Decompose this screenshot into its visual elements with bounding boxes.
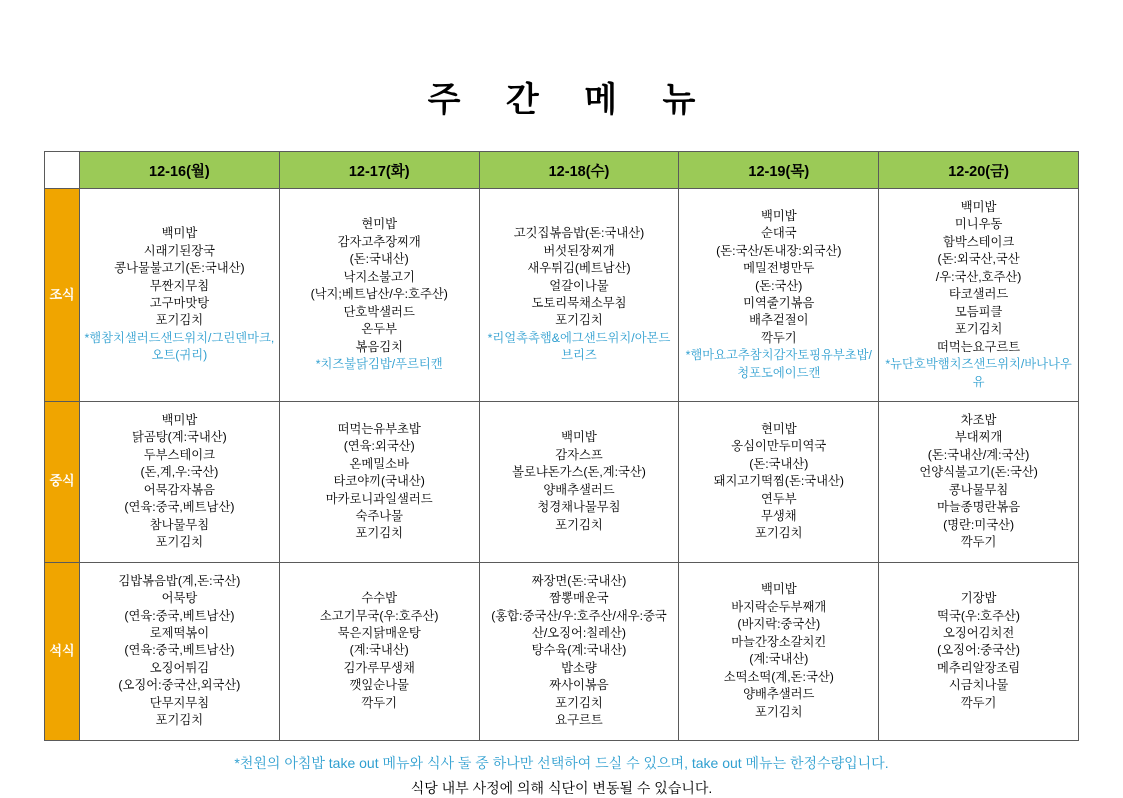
menu-takeout: *치즈불닭김밥/푸르티캔	[315, 357, 443, 372]
column-header-tue: 12-17(화)	[279, 152, 479, 189]
menu-cell-thu-dinner	[679, 562, 879, 740]
menu-cell-tue-lunch	[279, 401, 479, 562]
menu-takeout: *리얼촉촉햄&에그샌드위치/아몬드브리즈	[487, 330, 671, 363]
meal-label-text: 중식	[49, 473, 75, 489]
meal-label-lunch	[45, 401, 80, 562]
column-header-fri: 12-20(금)	[879, 152, 1079, 189]
menu-items: 백미밥 감자스프 볼로냐돈가스(돈,계:국산) 양배추샐러드 청경채나물무침 포기김치	[512, 430, 646, 532]
footer-note-change: 식당 내부 사정에 의해 식단이 변동될 수 있습니다.	[410, 779, 713, 796]
meal-label-dinner	[45, 562, 80, 740]
menu-cell-thu-lunch	[679, 401, 879, 562]
menu-items: 백미밥 닭곰탕(계:국내산) 두부스테이크 (돈,계,우:국산) 어묵감자볶음 (연육:중국,베트남산) 참나물무침 포기김치	[124, 412, 235, 550]
menu-cell-mon-breakfast	[80, 189, 280, 402]
menu-takeout: *햄마요고추참치감자토핑유부초밥/청포도에이드캔	[685, 348, 872, 380]
table-row	[45, 189, 1079, 402]
menu-items: 현미밥 옹심이만두미역국 (돈:국내산) 돼지고기떡찜(돈:국내산) 연두부 무생채 포기김치	[713, 421, 844, 541]
menu-cell-fri-dinner	[879, 562, 1079, 740]
menu-items: 기장밥 떡국(우:호주산) 오징어김치전 (오징어:중국산) 메추리알장조림 시금치나물 깍두기	[937, 591, 1021, 710]
menu-items: 김밥볶음밥(계,돈:국산) 어묵탕 (연육:중국,베트남산) 로제떡볶이 (연육:중국,베트남산) 오징어튀김 (오징어:중국산,외국산) 단무지무침 포기김치	[118, 573, 241, 728]
menu-items: 백미밥 시래기된장국 콩나물불고기(돈:국내산) 무짠지무침 고구마맛탕 포기김치	[114, 226, 245, 328]
meal-label-breakfast	[45, 189, 80, 402]
table-header-row	[45, 152, 1079, 189]
menu-takeout: *햄참치샐러드샌드위치/그린덴마크,오트(귀리)	[84, 330, 275, 363]
column-header-thu: 12-19(목)	[679, 152, 879, 189]
menu-items: 현미밥 감자고추장찌개 (돈:국내산) 낙지소불고기 (낙지;베트남산/우:호주산) 단호박샐러드 온두부 볶음김치	[310, 217, 448, 354]
menu-items: 고깃집볶음밥(돈:국내산) 버섯된장찌개 새우튀김(베트남산) 얼갈이나물 도토리묵채소무침 포기김치	[513, 226, 645, 328]
menu-items: 백미밥 바지락순두부째개 (바지락:중국산) 마늘간장소갈치킨 (계:국내산) 소떡소떡(계,돈:국산) 양배추샐러드 포기김치	[723, 582, 834, 719]
menu-cell-fri-lunch	[879, 401, 1079, 562]
menu-cell-wed-dinner	[479, 562, 679, 740]
table-row	[45, 401, 1079, 562]
column-header-wed: 12-18(수)	[479, 152, 679, 189]
menu-cell-wed-breakfast	[479, 189, 679, 402]
footer-note-takeout: *천원의 아침밥 take out 메뉴와 식사 둘 중 하나만 선택하여 드실 수 있으며, take out 메뉴는 한정수량입니다.	[234, 754, 889, 771]
menu-cell-mon-lunch	[80, 401, 280, 562]
menu-cell-tue-breakfast	[279, 189, 479, 402]
menu-items: 백미밥 미니우동 함박스테이크 (돈:외국산,국산 /우:국산,호주산) 타코샐러드 모듬피클 포기김치 떠먹는요구르트	[935, 200, 1022, 354]
menu-cell-wed-lunch	[479, 401, 679, 562]
menu-items: 백미밥 순대국 (돈:국산/돈내장:외국산) 메밀전병만두 (돈:국산) 미역줄기볶음 배추겉절이 깍두기	[716, 208, 842, 345]
menu-items: 짜장면(돈:국내산) 짬뽕매운국 (홍합:중국산/우:호주산/새우:중국산/오징어:칠레산) 탕수육(계:국내산) 밥소량 짜사이볶음 포기김치 요구르트	[491, 573, 667, 728]
weekly-menu-table	[44, 151, 1079, 741]
meal-label-text: 조식	[49, 286, 75, 302]
footer-notes	[0, 753, 1123, 798]
menu-cell-thu-breakfast	[679, 189, 879, 402]
menu-cell-tue-dinner	[279, 562, 479, 740]
menu-cell-fri-breakfast	[879, 189, 1079, 402]
menu-items: 수수밥 소고기무국(우:호주산) 묵은지닭매운탕 (계:국내산) 김가루무생채 깻잎순나물 깍두기	[319, 591, 439, 710]
menu-items: 차조밥 부대찌개 (돈:국내산/계:국산) 언양식불고기(돈:국산) 콩나물무침 마늘종명란볶음 (명란:미국산) 깍두기	[919, 412, 1038, 550]
meal-label-text: 석식	[49, 642, 75, 658]
menu-cell-mon-dinner	[80, 562, 280, 740]
menu-items: 떠먹는유부초밥 (연육:외국산) 온메밀소바 타코야끼(국내산) 마카로니과일샐러드 숙주나물 포기김치	[325, 421, 433, 541]
corner-cell	[45, 152, 80, 189]
menu-takeout: *뉴단호박햄치즈샌드위치/바나나우유	[885, 357, 1072, 389]
column-header-mon: 12-16(월)	[80, 152, 280, 189]
table-row	[45, 562, 1079, 740]
page-title: 주 간 메 뉴	[427, 81, 714, 119]
